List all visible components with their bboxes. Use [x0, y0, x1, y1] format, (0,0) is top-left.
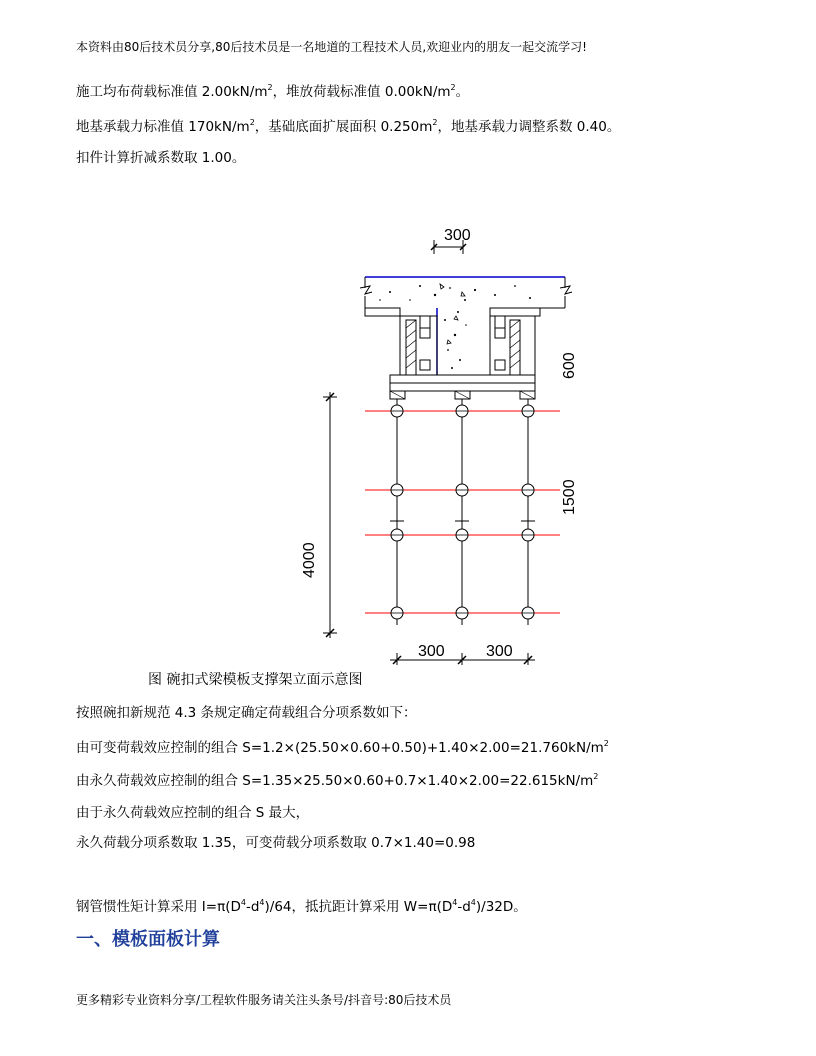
dim-bottom — [390, 643, 535, 665]
support-frame-elevation-diagram — [290, 220, 580, 665]
dim-top-label: 300 — [444, 227, 471, 244]
foundation-capacity-line: 地基承载力标准值 $170kN/m^2$，基础底面扩展面积 $0.250m^2$，地基承载力调整系数 0.40。 — [76, 118, 621, 135]
fastener-reduction-line: 扣件计算折减系数取 1.00。 — [76, 150, 246, 166]
left-side-formwork — [400, 316, 437, 375]
max-combination-note: 由于永久荷载效应控制的组合 S 最大， — [76, 805, 310, 821]
dim-top-300 — [431, 227, 471, 254]
dim-600 — [561, 272, 580, 380]
load-combination-intro: 按照碗扣新规范 4.3 条规定确定荷载组合分项系数如下： — [76, 705, 417, 721]
beam-concrete — [379, 284, 531, 375]
dim-1500-label: 1500 — [561, 479, 578, 515]
vertical-poles — [390, 399, 535, 625]
pipe-inertia-formula: 钢管惯性矩计算采用 $I=\pi(D^4-d^4)/64$，抵抗距计算采用 $W=\pi(D^4-d^4)/32D$。 — [76, 898, 527, 915]
construction-load-line: 施工均布荷载标准值 $2.00kN/m^2$，堆放荷载标准值 $0.00kN/m^2$。 — [76, 83, 470, 100]
section-heading: 一、模板面板计算 — [76, 929, 220, 950]
dim-1500 — [561, 406, 580, 515]
right-side-formwork — [490, 316, 535, 375]
concrete-slab — [360, 277, 572, 316]
page-header: 本资料由80后技术员分享,80后技术员是一名地道的工程技术人员,欢迎业内的朋友一起交流学习! — [76, 40, 587, 54]
dim-bottom-right-label: 300 — [486, 643, 513, 660]
dim-4000-label: 4000 — [301, 542, 318, 578]
variable-load-combination: 由可变荷载效应控制的组合 $S=1.2\times(25.50\times 0.60+0.50)+1.40\times 2.00=21.760kN/m^2$ — [76, 739, 609, 756]
dim-bottom-left-label: 300 — [418, 643, 445, 660]
permanent-load-combination: 由永久荷载效应控制的组合 $S=1.35\times 25.50\times 0.60+0.7\times 1.40\times 2.00=22.615kN/m^2$ — [76, 772, 599, 789]
dim-4000 — [301, 392, 337, 638]
partial-factor-line: 永久荷载分项系数取 1.35，可变荷载分项系数取 0.7×1.40=0.98 — [76, 835, 476, 851]
bottom-formwork — [390, 375, 535, 399]
dim-600-label: 600 — [561, 352, 578, 379]
page-footer: 更多精彩专业资料分享/工程软件服务请关注头条号/抖音号:80后技术员 — [76, 993, 452, 1007]
figure-caption: 图 碗扣式梁模板支撑架立面示意图 — [148, 672, 363, 688]
